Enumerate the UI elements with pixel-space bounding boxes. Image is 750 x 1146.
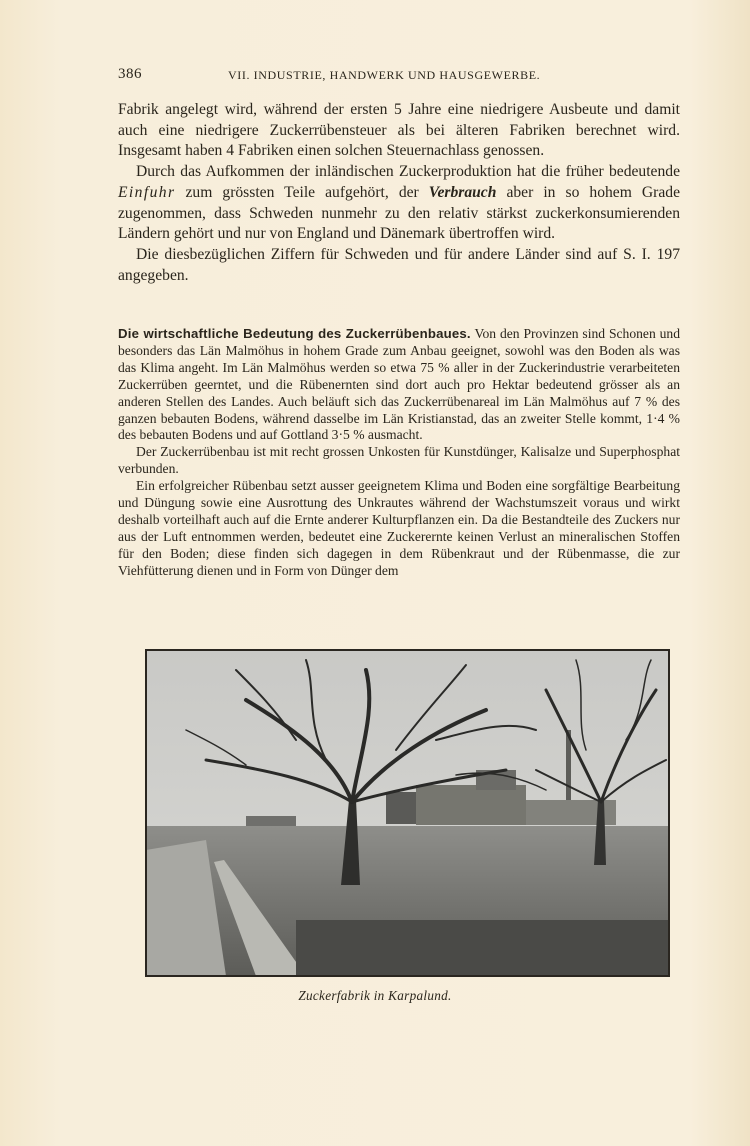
text-run: zum grössten Teile aufgehört, der bbox=[175, 183, 429, 201]
page-number: 386 bbox=[118, 66, 142, 82]
emphasis-einfuhr: Einfuhr bbox=[118, 183, 176, 201]
text-run: aber in so hohem Grade zugenommen, dass Schweden nunmehr zu den relativ stärkst zuckerkonsumierenden Ländern gehört und nur von England und Dänemark übertroffen wird. bbox=[118, 183, 680, 243]
text-run: Durch das Aufkommen der inländischen Zuckerproduktion hat die früher bedeutende bbox=[136, 163, 680, 181]
paragraph: Fabrik angelegt wird, während der ersten 5 Jahre eine niedrigere Ausbeute und damit auch eine niedrigere Zuckerrübensteuer als bei älteren Fabriken berechnet wird. Insgesamt haben 4 Fabriken einen solchen Steuernachlass genossen. bbox=[118, 101, 680, 160]
section-text bbox=[118, 326, 680, 580]
paragraph: Ein erfolgreicher Rübenbau setzt ausser geeignetem Klima und Boden eine sorgfältige Bearbeitung und Düngung sowie eine Ausrottung des Unkrautes während der Wachstumszeit voraus und wirkt deshalb vorteilhaft auch auf die Ernte anderer Kulturpflanzen ein. Da die Bestandteile des Zuckers nur aus der Luft entnommen werden, bedeutet eine Zuckerernte keinen Verlust an mineralischen Stoffen für den Boden; diese finden sich dagegen in dem Rübenkraut und der Rübenmasse, die zur Viehfütterung dienen und in Form von Dünger dem bbox=[118, 478, 680, 578]
emphasis-verbrauch: Verbrauch bbox=[428, 183, 497, 201]
paragraph bbox=[118, 162, 680, 245]
body-text bbox=[118, 100, 680, 286]
paragraph bbox=[118, 326, 680, 444]
paragraph: Die diesbezüglichen Ziffern für Schweden und für andere Länder sind auf S. I. 197 angegeben. bbox=[118, 245, 680, 284]
paragraph: Der Zuckerrübenbau ist mit recht grossen Unkosten für Kunstdünger, Kalisalze und Superphosphat verbunden. bbox=[118, 444, 680, 477]
section-heading: Die wirtschaftliche Bedeutung des Zuckerrübenbaues. bbox=[118, 326, 471, 341]
factory-photograph bbox=[145, 649, 670, 977]
running-title: VII. INDUSTRIE, HANDWERK UND HAUSGEWERBE. bbox=[228, 68, 541, 82]
figure-caption: Zuckerfabrik in Karpalund. bbox=[298, 988, 452, 1003]
text-run: Von den Provinzen sind Schonen und besonders das Län Malmöhus in hohem Grade zum Anbau geeignet, sowohl was den Boden als was das Klima angeht. Im Län Malmöhus werden so etwa 75 % aller in der Zuckerindustrie verarbeiteten Zuckerrüben geerntet, und die Rübenernten sind dort auch pro Hektar bedeutend grösser als an anderen Stellen des Landes. Auch beläuft sich das Zuckerrübenareal im Län Malmöhus auf 7 % des ganzen bebauten Bodens, während dasselbe im Län Kristianstad, das an zweiter Stelle kommt, 1·4 % des bebauten Bodens und auf Gottland 3·5 % ausmacht. bbox=[118, 326, 681, 443]
